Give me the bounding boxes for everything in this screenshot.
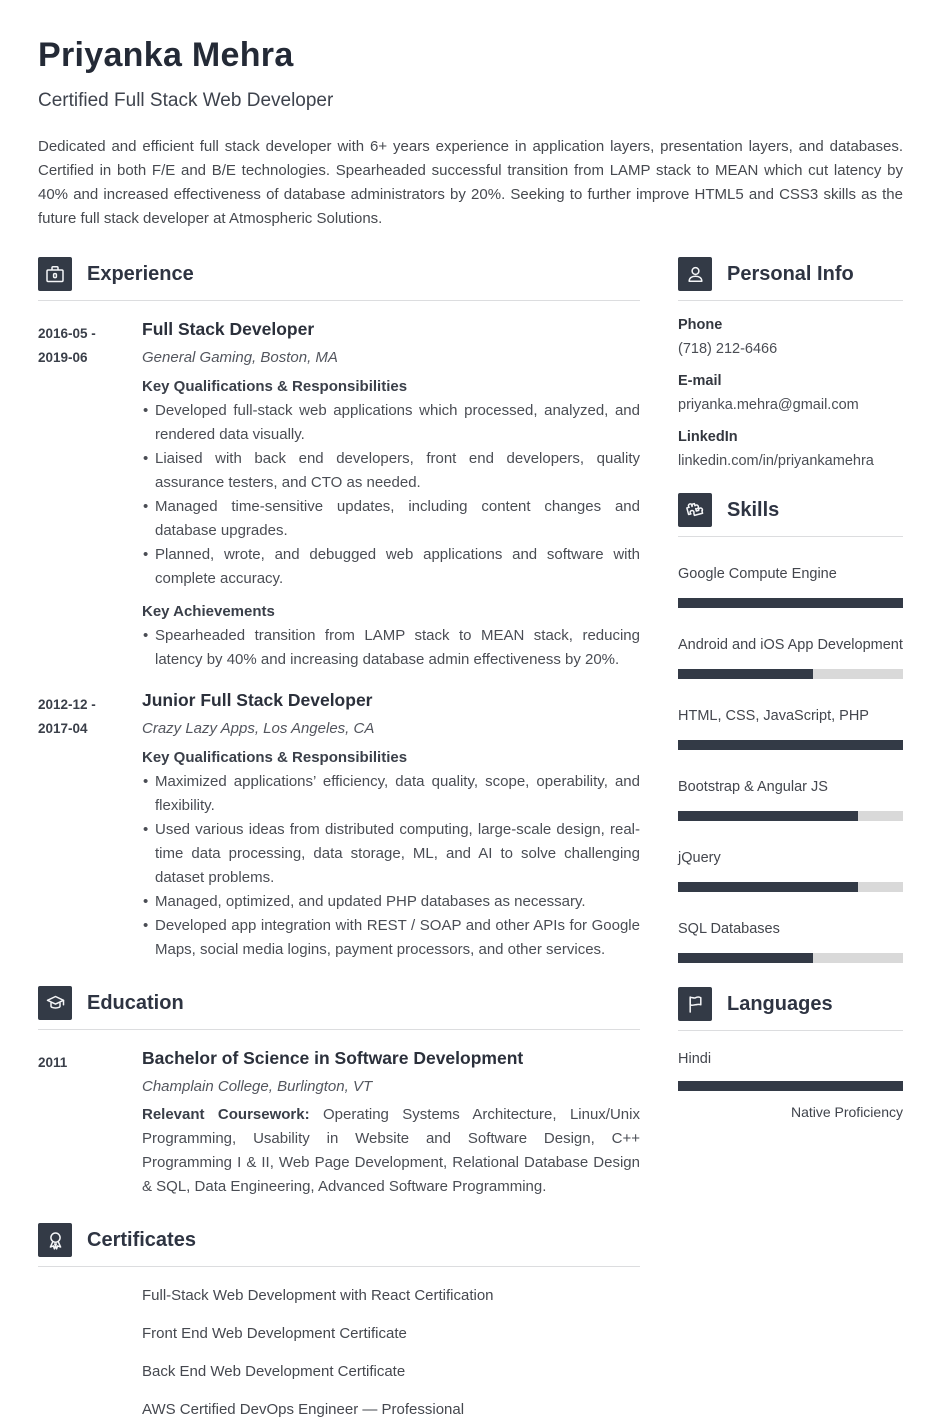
skill-bar-fill [678,811,858,821]
skill-item [678,562,903,608]
resume-header [38,36,903,231]
personal-info-field [678,373,903,413]
skill-name: Android and iOS App Development [678,637,903,653]
qualifications-heading: Key Qualifications & Responsibilities [142,378,408,395]
certificate-item: Back End Web Development Certificate [142,1363,406,1380]
experience-dates: 2016-05 - 2019-06 [38,326,96,365]
certificate-item: Front End Web Development Certificate [142,1325,407,1342]
skill-bar [678,953,903,963]
education-date: 2011 [38,1055,68,1070]
skill-bar-fill [678,953,813,963]
education-entry [38,1047,640,1199]
education-degree: Bachelor of Science in Software Development [142,1048,524,1068]
user-icon [678,257,712,291]
skills-section-header [678,493,903,537]
achievements-heading: Key Achievements [142,603,275,620]
skill-item [678,775,903,821]
briefcase-icon [38,257,72,291]
personal-info-field [678,317,903,357]
experience-dates: 2012-12 - 2017-04 [38,697,96,736]
skill-name: HTML, CSS, JavaScript, PHP [678,708,869,724]
certificates-section [38,1223,640,1419]
skill-bar [678,882,903,892]
bullet-item: • Used various ideas from distributed computing, large-scale design, real-time data processing, data storage, ML, and AI to solve challenging dataset problems. [142,818,640,890]
skill-item [678,917,903,963]
experience-entry [38,318,640,672]
skill-item [678,704,903,750]
language-item [678,1051,903,1120]
experience-section-header [38,257,640,301]
skill-bar [678,669,903,679]
experience-job-title: Full Stack Developer [142,319,315,339]
bullet-item: • Developed app integration with REST / SOAP and other APIs for Google Maps, social media logins, payment processors, and other services. [142,914,640,962]
skill-item [678,846,903,892]
main-column [38,257,640,1419]
certificate-item: AWS Certified DevOps Engineer — Professional [142,1401,465,1418]
education-section [38,986,640,1199]
candidate-job-title: Certified Full Stack Web Developer [38,90,334,111]
education-section-header [38,986,640,1030]
skills-section-title: Skills [727,498,780,521]
personal-info-section-title: Personal Info [727,262,854,285]
flag-icon [678,987,712,1021]
personal-info-section-header [678,257,903,301]
skills-section [678,493,903,963]
skill-bar [678,811,903,821]
email-value: priyanka.mehra@gmail.com [678,397,859,413]
skill-bar-fill [678,669,813,679]
qualifications-list [142,399,640,591]
bullet-item: • Planned, wrote, and debugged web applications and software with complete accuracy. [142,543,640,591]
skill-bar-fill [678,598,903,608]
language-name: Hindi [678,1051,712,1067]
field-label: Phone [678,317,723,333]
experience-company: Crazy Lazy Apps, Los Angeles, CA [142,720,375,737]
experience-company: General Gaming, Boston, MA [142,349,338,366]
skill-name: Google Compute Engine [678,566,837,582]
bullet-item: • Managed, optimized, and updated PHP databases as necessary. [142,890,640,914]
medal-icon [38,1223,72,1257]
bullet-item: • Liaised with back end developers, front end developers, quality assurance testers, and CTO as needed. [142,447,640,495]
certificates-list [38,1280,640,1419]
linkedin-value: linkedin.com/in/priyankamehra [678,453,874,469]
skill-bar [678,598,903,608]
skill-bar-fill [678,882,858,892]
skill-bar [678,740,903,750]
qualifications-list [142,770,640,962]
skill-name: SQL Databases [678,921,780,937]
languages-section-title: Languages [727,992,833,1015]
languages-section-header [678,987,903,1031]
personal-info-section [678,257,903,469]
language-bar [678,1081,903,1091]
experience-job-title: Junior Full Stack Developer [142,690,373,710]
certificates-section-title: Certificates [87,1228,196,1251]
skill-bar-fill [678,740,903,750]
qualifications-heading: Key Qualifications & Responsibilities [142,749,408,766]
bullet-item: • Maximized applications’ efficiency, data quality, scope, operability, and flexibility. [142,770,640,818]
skill-item [678,633,903,679]
bullet-item: • Spearheaded transition from LAMP stack to MEAN stack, reducing latency by 40% and increasing database admin effectiveness by 20%. [142,624,640,672]
personal-info-field [678,429,903,469]
language-proficiency: Native Proficiency [790,1104,903,1120]
field-label: E-mail [678,373,722,389]
phone-value: (718) 212-6466 [678,341,778,357]
bullet-item: • Managed time-sensitive updates, including content changes and database upgrades. [142,495,640,543]
experience-section-title: Experience [87,262,194,285]
puzzle-icon [678,493,712,527]
skill-name: Bootstrap & Angular JS [678,779,828,795]
field-label: LinkedIn [678,429,738,445]
language-bar-fill [678,1081,903,1091]
candidate-name: Priyanka Mehra [38,36,294,74]
sidebar-column [678,257,903,1419]
coursework-label: Relevant Coursework: [142,1106,310,1123]
education-school: Champlain College, Burlington, VT [142,1078,373,1095]
experience-section [38,257,640,962]
experience-entry [38,689,640,962]
resume-columns [38,257,903,1419]
graduation-cap-icon [38,986,72,1020]
certificates-section-header [38,1223,640,1267]
skill-name: jQuery [678,850,721,866]
education-coursework [142,1103,640,1199]
education-section-title: Education [87,991,184,1014]
bullet-item: • Developed full-stack web applications which processed, analyzed, and rendered data visually. [142,399,640,447]
languages-section [678,987,903,1120]
coursework-text: Operating Systems Architecture, Linux/Unix Programming, Usability in Website and Software Design, C++ Programming I & II, Web Page Development, Relational Database Design & SQL, Data Engineering, Advanced Software Programming. [142,1106,640,1195]
achievements-list [142,624,640,672]
profile-summary: Dedicated and efficient full stack developer with 6+ years experience in application layers, presentation layers, and databases. Certified in both F/E and B/E technologies. Spearheaded successful transition from LAMP stack to MEAN which cut latency by 40% and increased effectiveness of database administrators by 20%. Seeking to further improve HTML5 and CSS3 skills as the future full stack developer at Atmospheric Solutions. [38,138,903,227]
certificate-item: Full-Stack Web Development with React Certification [142,1287,494,1304]
